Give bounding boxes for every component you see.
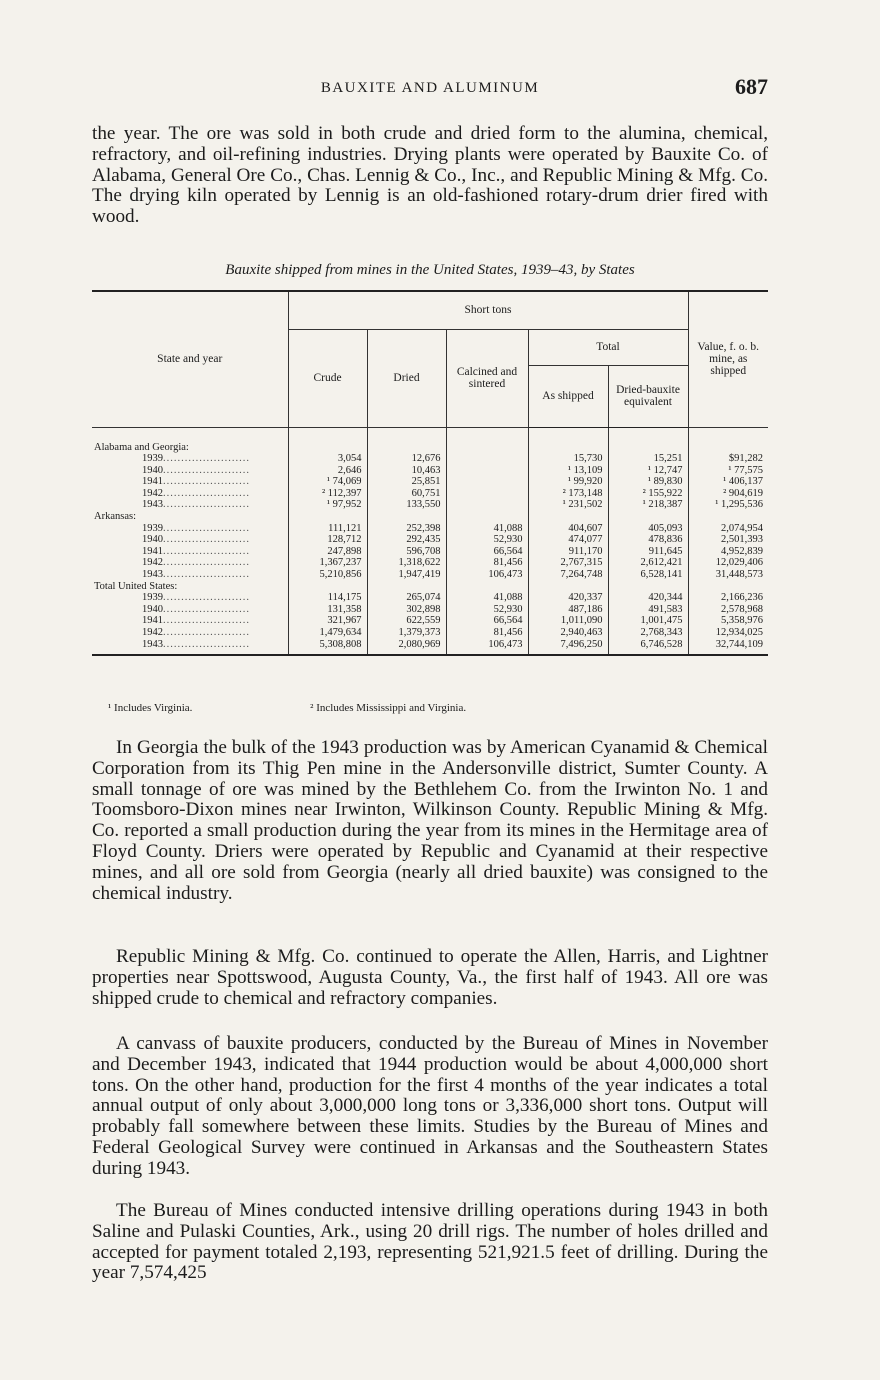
row-year: 1941 bbox=[142, 615, 163, 627]
cell-calcined: 41,088 bbox=[446, 592, 528, 604]
cell-as-shipped: 15,730 bbox=[528, 453, 608, 465]
cell-value: $91,282 bbox=[688, 453, 768, 465]
row-year: 1942 bbox=[142, 487, 163, 499]
cell-dried: 133,550 bbox=[367, 499, 446, 511]
cell-calcined bbox=[446, 453, 528, 465]
leader-dots: ........................ bbox=[163, 499, 250, 511]
cell-crude: ¹ 74,069 bbox=[288, 476, 367, 488]
row-year: 1940 bbox=[142, 603, 163, 615]
cell-value: 12,934,025 bbox=[688, 627, 768, 639]
cell-calcined: 66,564 bbox=[446, 546, 528, 558]
cell-dried-equiv: ¹ 12,747 bbox=[608, 465, 688, 477]
table-row bbox=[92, 546, 768, 558]
cell-value: ¹ 77,575 bbox=[688, 465, 768, 477]
cell-dried-equiv: ¹ 89,830 bbox=[608, 476, 688, 488]
cell-dried: 10,463 bbox=[367, 465, 446, 477]
cell-value: 4,952,839 bbox=[688, 546, 768, 558]
cell-as-shipped: 2,767,315 bbox=[528, 557, 608, 569]
cell-dried: 2,080,969 bbox=[367, 639, 446, 656]
leader-dots: ........................ bbox=[163, 638, 250, 650]
table-group-row bbox=[92, 442, 768, 454]
leader-dots: ........................ bbox=[163, 453, 250, 465]
cell-crude: 1,479,634 bbox=[288, 627, 367, 639]
cell-as-shipped: 2,940,463 bbox=[528, 627, 608, 639]
row-year: 1939 bbox=[142, 453, 163, 465]
cell-dried-equiv: ¹ 218,387 bbox=[608, 499, 688, 511]
cell-calcined: 81,456 bbox=[446, 627, 528, 639]
header-as-shipped: As shipped bbox=[528, 365, 608, 427]
paragraph-georgia: In Georgia the bulk of the 1943 production was by American Cyanamid & Chemical Corporation from its Thig Pen mine in the Andersonville district, Sumter County. A small tonnage of ore was mined by the Bethlehem Co. from the Irwinton No. 1 and Toomsboro-Dixon mines near Irwinton, Wilkinson County. Republic Mining & Mfg. Co. reported a small production during the year from its mines in the Hermitage area of Floyd County. Driers were operated by Republic and Cyanamid at their respective mines, and all ore sold from Georgia (nearly all dried bauxite) was consigned to the chemical industry. bbox=[92, 737, 768, 904]
table-footnotes bbox=[108, 702, 708, 714]
row-year: 1943 bbox=[142, 499, 163, 511]
row-year: 1941 bbox=[142, 545, 163, 557]
cell-value: 2,578,968 bbox=[688, 604, 768, 616]
leader-dots: ........................ bbox=[163, 487, 250, 499]
cell-as-shipped: 7,496,250 bbox=[528, 639, 608, 656]
cell-dried-equiv: 6,528,141 bbox=[608, 569, 688, 581]
leader-dots: ........................ bbox=[163, 545, 250, 557]
table-caption: Bauxite shipped from mines in the United States, 1939–43, by States bbox=[225, 262, 635, 278]
cell-as-shipped: ¹ 231,502 bbox=[528, 499, 608, 511]
cell-crude: 131,358 bbox=[288, 604, 367, 616]
table-row bbox=[92, 627, 768, 639]
row-year: 1942 bbox=[142, 627, 163, 638]
cell-dried: 1,318,622 bbox=[367, 557, 446, 569]
cell-dried-equiv: 405,093 bbox=[608, 523, 688, 535]
header-crude: Crude bbox=[288, 329, 367, 427]
cell-crude: 111,121 bbox=[288, 523, 367, 535]
table-row bbox=[92, 453, 768, 465]
cell-as-shipped: 420,337 bbox=[528, 592, 608, 604]
cell-crude: 2,646 bbox=[288, 465, 367, 477]
cell-calcined bbox=[446, 499, 528, 511]
cell-calcined: 41,088 bbox=[446, 523, 528, 535]
cell-dried-equiv: 2,612,421 bbox=[608, 557, 688, 569]
cell-dried: 1,379,373 bbox=[367, 627, 446, 639]
table-row bbox=[92, 534, 768, 546]
cell-value: 32,744,109 bbox=[688, 639, 768, 656]
paragraph-canvass: A canvass of bauxite producers, conducted by the Bureau of Mines in November and December 1943, indicated that 1944 production would be about 4,000,000 short tons. On the other hand, production for the first 4 months of the year indicates a total annual output of only about 3,000,000 long tons or 3,336,000 short tons. Output will probably fall somewhere between these limits. Studies by the Bureau of Mines and Federal Geological Survey were continued in Arkansas and the Southeastern States during 1943. bbox=[92, 1033, 768, 1179]
cell-value: ¹ 1,295,536 bbox=[688, 499, 768, 511]
cell-as-shipped: ¹ 13,109 bbox=[528, 465, 608, 477]
cell-dried-equiv: 491,583 bbox=[608, 604, 688, 616]
cell-value: 2,501,393 bbox=[688, 534, 768, 546]
row-year: 1943 bbox=[142, 569, 163, 581]
cell-value: ¹ 406,137 bbox=[688, 476, 768, 488]
row-year: 1940 bbox=[142, 464, 163, 476]
cell-as-shipped: 7,264,748 bbox=[528, 569, 608, 581]
cell-calcined: 52,930 bbox=[446, 534, 528, 546]
cell-value: 31,448,573 bbox=[688, 569, 768, 581]
cell-calcined bbox=[446, 476, 528, 488]
group-label: Total United States: bbox=[92, 581, 288, 593]
header-value: Value, f. o. b. mine, as shipped bbox=[688, 291, 768, 427]
cell-calcined: 52,930 bbox=[446, 604, 528, 616]
header-state-and-year: State and year bbox=[92, 291, 288, 427]
cell-calcined: 66,564 bbox=[446, 615, 528, 627]
cell-crude: ² 112,397 bbox=[288, 488, 367, 500]
table-row bbox=[92, 557, 768, 569]
cell-crude: 5,308,808 bbox=[288, 639, 367, 656]
table-row bbox=[92, 499, 768, 511]
leader-dots: ........................ bbox=[163, 627, 250, 638]
cell-value: ² 904,619 bbox=[688, 488, 768, 500]
paragraph-republic: Republic Mining & Mfg. Co. continued to operate the Allen, Harris, and Lightner properties near Spottswood, Augusta County, Va., the first half of 1943. All ore was shipped crude to chemical and refractory companies. bbox=[92, 946, 768, 1009]
table-row bbox=[92, 465, 768, 477]
cell-dried: 25,851 bbox=[367, 476, 446, 488]
table-body bbox=[92, 427, 768, 655]
cell-crude: 5,210,856 bbox=[288, 569, 367, 581]
cell-crude: 114,175 bbox=[288, 592, 367, 604]
leader-dots: ........................ bbox=[163, 569, 250, 581]
row-year: 1943 bbox=[142, 638, 163, 650]
cell-as-shipped: ¹ 99,920 bbox=[528, 476, 608, 488]
table-row bbox=[92, 569, 768, 581]
cell-dried: 265,074 bbox=[367, 592, 446, 604]
table-row bbox=[92, 523, 768, 535]
cell-calcined: 106,473 bbox=[446, 569, 528, 581]
leader-dots: ........................ bbox=[163, 592, 250, 604]
leader-dots: ........................ bbox=[163, 557, 250, 569]
group-label: Arkansas: bbox=[92, 511, 288, 523]
cell-as-shipped: ² 173,148 bbox=[528, 488, 608, 500]
header-short-tons: Short tons bbox=[288, 291, 688, 329]
cell-crude: ¹ 97,952 bbox=[288, 499, 367, 511]
header-calcined: Calcined and sintered bbox=[446, 329, 528, 427]
cell-value: 12,029,406 bbox=[688, 557, 768, 569]
cell-dried: 596,708 bbox=[367, 546, 446, 558]
row-year: 1942 bbox=[142, 557, 163, 569]
table-row bbox=[92, 488, 768, 500]
cell-calcined bbox=[446, 488, 528, 500]
leader-dots: ........................ bbox=[163, 476, 250, 488]
cell-dried-equiv: 911,645 bbox=[608, 546, 688, 558]
row-year: 1940 bbox=[142, 534, 163, 546]
row-year: 1939 bbox=[142, 592, 163, 604]
row-year: 1939 bbox=[142, 522, 163, 534]
table-row bbox=[92, 592, 768, 604]
cell-calcined: 106,473 bbox=[446, 639, 528, 656]
header-dried-equivalent: Dried-bauxite equivalent bbox=[608, 365, 688, 427]
running-title: BAUXITE AND ALUMINUM bbox=[320, 80, 540, 96]
leader-dots: ........................ bbox=[163, 603, 250, 615]
cell-dried-equiv: 6,746,528 bbox=[608, 639, 688, 656]
cell-dried-equiv: 420,344 bbox=[608, 592, 688, 604]
cell-dried-equiv: ² 155,922 bbox=[608, 488, 688, 500]
intro-paragraph: the year. The ore was sold in both crude and dried form to the alumina, chemical, refractory, and oil-refining industries. Drying plants were operated by Bauxite Co. of Alabama, General Ore Co., Chas. Lennig & Co., Inc., and Republic Mining & Mfg. Co. The drying kiln operated by Lennig is an old-fashioned rotary-drum drier fired with wood. bbox=[92, 123, 768, 228]
cell-value: 2,074,954 bbox=[688, 523, 768, 535]
cell-calcined: 81,456 bbox=[446, 557, 528, 569]
cell-dried: 622,559 bbox=[367, 615, 446, 627]
table-row bbox=[92, 639, 768, 656]
cell-dried-equiv: 15,251 bbox=[608, 453, 688, 465]
cell-crude: 3,054 bbox=[288, 453, 367, 465]
paragraph-drilling: The Bureau of Mines conducted intensive drilling operations during 1943 in both Saline and Pulaski Counties, Ark., using 20 drill rigs. The number of holes drilled and accepted for payment totaled 2,193, representing 521,921.5 feet of drilling. During the year 7,574,425 bbox=[92, 1200, 768, 1284]
table-row bbox=[92, 604, 768, 616]
page-number: 687 bbox=[735, 74, 768, 99]
cell-dried: 1,947,419 bbox=[367, 569, 446, 581]
cell-as-shipped: 1,011,090 bbox=[528, 615, 608, 627]
row-year: 1941 bbox=[142, 476, 163, 488]
cell-dried: 302,898 bbox=[367, 604, 446, 616]
cell-dried: 252,398 bbox=[367, 523, 446, 535]
header-dried: Dried bbox=[367, 329, 446, 427]
cell-value: 2,166,236 bbox=[688, 592, 768, 604]
cell-dried: 292,435 bbox=[367, 534, 446, 546]
footnote-2: ² Includes Mississippi and Virginia. bbox=[310, 702, 467, 714]
group-label: Alabama and Georgia: bbox=[92, 442, 288, 454]
table-row bbox=[92, 476, 768, 488]
cell-as-shipped: 474,077 bbox=[528, 534, 608, 546]
footnote-1: ¹ Includes Virginia. bbox=[108, 702, 193, 714]
bauxite-shipments-table bbox=[92, 290, 768, 656]
leader-dots: ........................ bbox=[163, 534, 250, 546]
page-header bbox=[92, 76, 768, 102]
cell-as-shipped: 911,170 bbox=[528, 546, 608, 558]
leader-dots: ........................ bbox=[163, 522, 250, 534]
cell-as-shipped: 487,186 bbox=[528, 604, 608, 616]
cell-as-shipped: 404,607 bbox=[528, 523, 608, 535]
leader-dots: ........................ bbox=[163, 615, 250, 627]
cell-crude: 128,712 bbox=[288, 534, 367, 546]
table-group-row bbox=[92, 511, 768, 523]
cell-dried: 60,751 bbox=[367, 488, 446, 500]
cell-crude: 1,367,237 bbox=[288, 557, 367, 569]
table-group-row bbox=[92, 581, 768, 593]
cell-dried-equiv: 2,768,343 bbox=[608, 627, 688, 639]
cell-dried-equiv: 1,001,475 bbox=[608, 615, 688, 627]
cell-calcined bbox=[446, 465, 528, 477]
cell-value: 5,358,976 bbox=[688, 615, 768, 627]
table-row bbox=[92, 615, 768, 627]
cell-crude: 247,898 bbox=[288, 546, 367, 558]
leader-dots: ........................ bbox=[163, 464, 250, 476]
cell-dried-equiv: 478,836 bbox=[608, 534, 688, 546]
header-total: Total bbox=[528, 329, 688, 365]
cell-dried: 12,676 bbox=[367, 453, 446, 465]
cell-crude: 321,967 bbox=[288, 615, 367, 627]
